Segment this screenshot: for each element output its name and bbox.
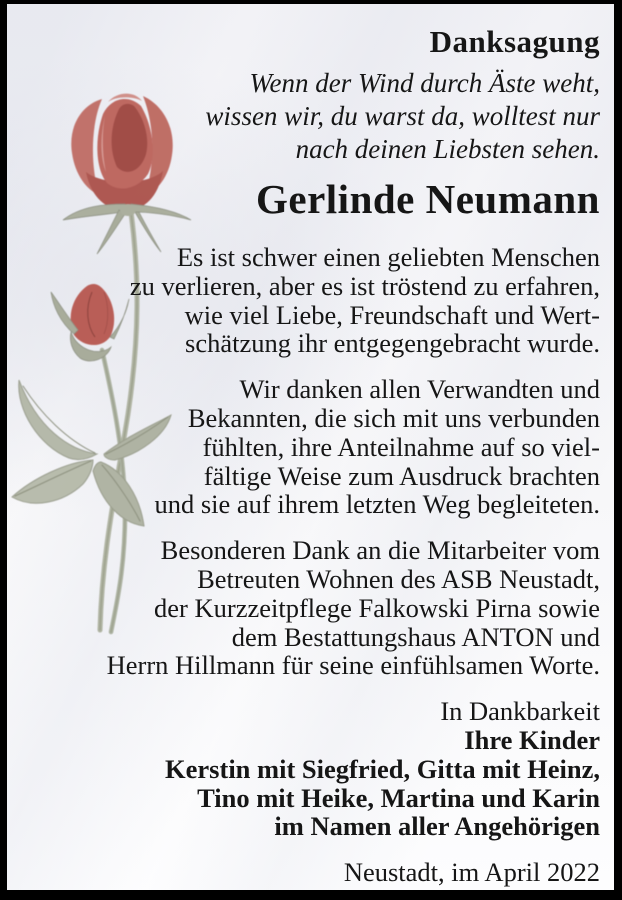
paragraph-line: Bekannten, die sich mit uns verbunden: [187, 402, 600, 433]
paragraph-line: Betreuten Wohnen des ASB Neustadt,: [197, 563, 600, 594]
paragraph-line: fältige Weise zum Ausdruck brachten: [203, 460, 600, 491]
poem-line: Wenn der Wind durch Äste weht,: [249, 68, 600, 98]
closing-intro: In Dankbarkeit: [440, 696, 600, 727]
paragraph-3: [7, 536, 600, 680]
closing-line: Tino mit Heike, Martina und Karin: [197, 782, 600, 813]
dateline: Neustadt, im April 2022: [343, 857, 600, 888]
paragraph-line: dem Bestattungshaus ANTON und: [231, 621, 600, 652]
paragraph-line: zu verlieren, aber es ist tröstend zu erfahren,: [129, 270, 600, 301]
poem: [7, 67, 600, 166]
paragraph-line: Besonderen Dank an die Mitarbeiter vom: [160, 535, 600, 566]
paragraph-line: wie viel Liebe, Freundschaft und Wert-: [184, 299, 600, 330]
deceased-name: Gerlinde Neumann: [256, 176, 600, 222]
poem-line: nach deinen Liebsten sehen.: [295, 134, 600, 164]
paragraph-line: und sie auf ihrem letzten Weg begleiteten.: [154, 489, 600, 520]
paragraph-2: [7, 375, 600, 519]
paragraph-line: fühlten, ihre Anteilnahme auf so viel-: [202, 431, 600, 462]
notice-page: [7, 4, 614, 890]
paragraph-line: Wir danken allen Verwandten und: [239, 374, 600, 405]
paragraph-line: Herrn Hillmann für seine einfühlsamen Worte.: [106, 650, 600, 681]
paragraph-line: der Kurzzeitpflege Falkowski Pirna sowie: [154, 592, 600, 623]
notice-title: Danksagung: [429, 24, 600, 59]
paragraph-line: Es ist schwer einen geliebten Menschen: [176, 242, 600, 272]
paragraph-line: schätzung ihr entgegengebracht wurde.: [185, 328, 600, 359]
closing-line: Kerstin mit Siegfried, Gitta mit Heinz,: [165, 753, 600, 784]
poem-line: wissen wir, du warst da, wolltest nur: [205, 101, 600, 131]
closing-line: im Namen aller Angehörigen: [274, 811, 600, 842]
closing-block: [7, 697, 600, 841]
paragraph-1: [7, 243, 600, 358]
closing-line: Ihre Kinder: [464, 724, 600, 755]
notice-text: [7, 24, 600, 887]
